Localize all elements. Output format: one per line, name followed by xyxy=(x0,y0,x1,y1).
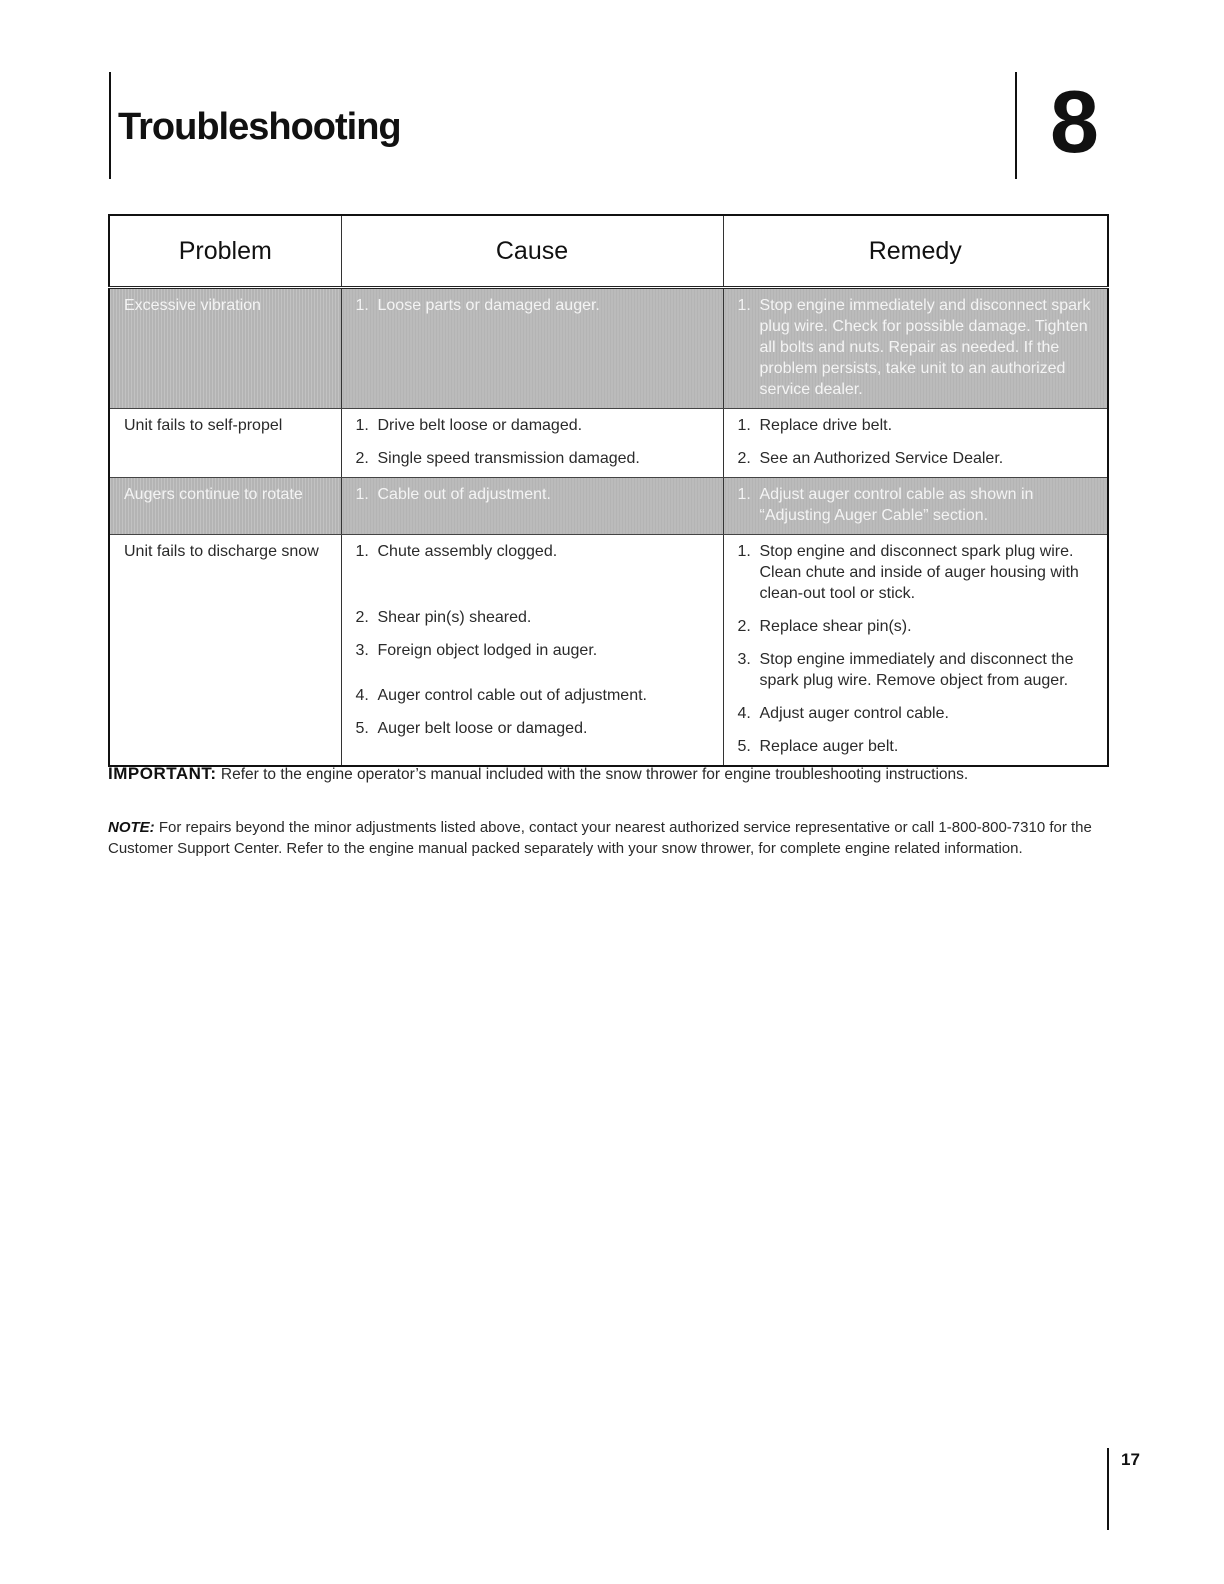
header-remedy: Remedy xyxy=(723,215,1108,288)
important-note xyxy=(108,764,1118,784)
item-text: Auger belt loose or damaged. xyxy=(377,720,588,737)
item-text: Cable out of adjustment. xyxy=(377,486,551,503)
cause-item xyxy=(356,640,715,673)
header-cause: Cause xyxy=(341,215,723,288)
item-number: 2. xyxy=(355,450,369,467)
item-text: Foreign object lodged in auger. xyxy=(377,642,598,659)
item-number: 2. xyxy=(355,609,369,626)
item-number: 2. xyxy=(737,618,751,635)
item-number: 2. xyxy=(737,450,751,467)
item-number: 4. xyxy=(355,687,369,704)
problem-text: Unit fails to self-propel xyxy=(124,417,283,434)
troubleshooting-table xyxy=(108,214,1109,767)
item-text: Shear pin(s) sheared. xyxy=(377,609,532,626)
item-text: Replace drive belt. xyxy=(759,417,893,434)
note-paragraph xyxy=(108,817,1118,859)
item-number: 1. xyxy=(737,543,751,560)
item-text: Replace auger belt. xyxy=(759,738,899,755)
problem-cell xyxy=(109,409,341,478)
important-text: Refer to the engine operator’s manual included with the snow thrower for engine troubleshooting instructions. xyxy=(220,766,969,783)
cause-cell xyxy=(341,478,723,535)
item-text: Stop engine immediately and disconnect spark plug wire. Check for possible damage. Tighten all bolts and nuts. Repair as needed. If the problem persists, take unit to an authorized service dealer. xyxy=(759,297,1091,398)
item-number: 3. xyxy=(355,642,369,659)
item-text: See an Authorized Service Dealer. xyxy=(759,450,1004,467)
item-text: Adjust auger control cable. xyxy=(759,705,949,722)
item-text: Replace shear pin(s). xyxy=(759,618,912,635)
problem-cell xyxy=(109,478,341,535)
table-row xyxy=(109,535,1108,767)
remedy-item xyxy=(738,736,1100,757)
note-text: For repairs beyond the minor adjustments listed above, contact your nearest authorized service representative or call 1-800-800-7310 for the Customer Support Center. Refer to the engine manual packed separately with your snow thrower, for complete engine related information. xyxy=(108,819,1092,857)
table-row xyxy=(109,409,1108,478)
item-number: 1. xyxy=(355,297,369,314)
item-number: 1. xyxy=(355,417,369,434)
remedy-cell xyxy=(723,288,1108,409)
page-number: 17 xyxy=(1121,1450,1140,1469)
item-text: Stop engine and disconnect spark plug wire. Clean chute and inside of auger housing with clean-out tool or stick. xyxy=(759,543,1079,602)
chapter-rule xyxy=(1015,72,1017,179)
note-label: NOTE: xyxy=(108,819,155,836)
remedy-item xyxy=(738,448,1100,469)
remedy-item xyxy=(738,484,1100,526)
problem-text: Augers continue to rotate xyxy=(124,486,303,503)
problem-text: Unit fails to discharge snow xyxy=(124,543,319,560)
item-text: Adjust auger control cable as shown in “Adjusting Auger Cable” section. xyxy=(759,486,1034,524)
cause-cell xyxy=(341,409,723,478)
item-number: 1. xyxy=(355,486,369,503)
table-row xyxy=(109,288,1108,409)
cause-item xyxy=(356,415,715,436)
remedy-item xyxy=(738,616,1100,637)
cause-item xyxy=(356,484,715,505)
remedy-item xyxy=(738,415,1100,436)
item-text: Drive belt loose or damaged. xyxy=(377,417,583,434)
problem-text: Excessive vibration xyxy=(124,297,261,314)
item-number: 1. xyxy=(737,297,751,314)
item-text: Loose parts or damaged auger. xyxy=(377,297,600,314)
cause-cell xyxy=(341,288,723,409)
item-text: Chute assembly clogged. xyxy=(377,543,558,560)
remedy-item xyxy=(738,541,1100,604)
remedy-item xyxy=(738,649,1100,691)
important-label: IMPORTANT: xyxy=(108,764,217,783)
chapter-number: 8 xyxy=(1050,72,1099,171)
table-row xyxy=(109,478,1108,535)
remedy-cell xyxy=(723,478,1108,535)
remedy-cell xyxy=(723,409,1108,478)
item-number: 5. xyxy=(355,720,369,737)
item-number: 3. xyxy=(737,651,751,668)
remedy-item xyxy=(738,703,1100,724)
title-rule xyxy=(109,72,111,179)
problem-cell xyxy=(109,535,341,767)
remedy-cell xyxy=(723,535,1108,767)
table-header-row xyxy=(109,215,1108,288)
cause-item xyxy=(356,295,715,316)
page-title: Troubleshooting xyxy=(118,106,401,148)
cause-item xyxy=(356,685,715,706)
cause-cell xyxy=(341,535,723,767)
page-number-rule xyxy=(1107,1448,1109,1530)
item-number: 4. xyxy=(737,705,751,722)
item-number: 1. xyxy=(355,543,369,560)
remedy-item xyxy=(738,295,1100,400)
cause-item xyxy=(356,607,715,628)
cause-item xyxy=(356,448,715,469)
item-number: 1. xyxy=(737,486,751,503)
item-number: 5. xyxy=(737,738,751,755)
problem-cell xyxy=(109,288,341,409)
item-text: Stop engine immediately and disconnect the spark plug wire. Remove object from auger. xyxy=(759,651,1074,689)
cause-item xyxy=(356,718,715,739)
item-number: 1. xyxy=(737,417,751,434)
cause-item xyxy=(356,541,715,595)
header-problem: Problem xyxy=(109,215,341,288)
item-text: Single speed transmission damaged. xyxy=(377,450,640,467)
item-text: Auger control cable out of adjustment. xyxy=(377,687,647,704)
